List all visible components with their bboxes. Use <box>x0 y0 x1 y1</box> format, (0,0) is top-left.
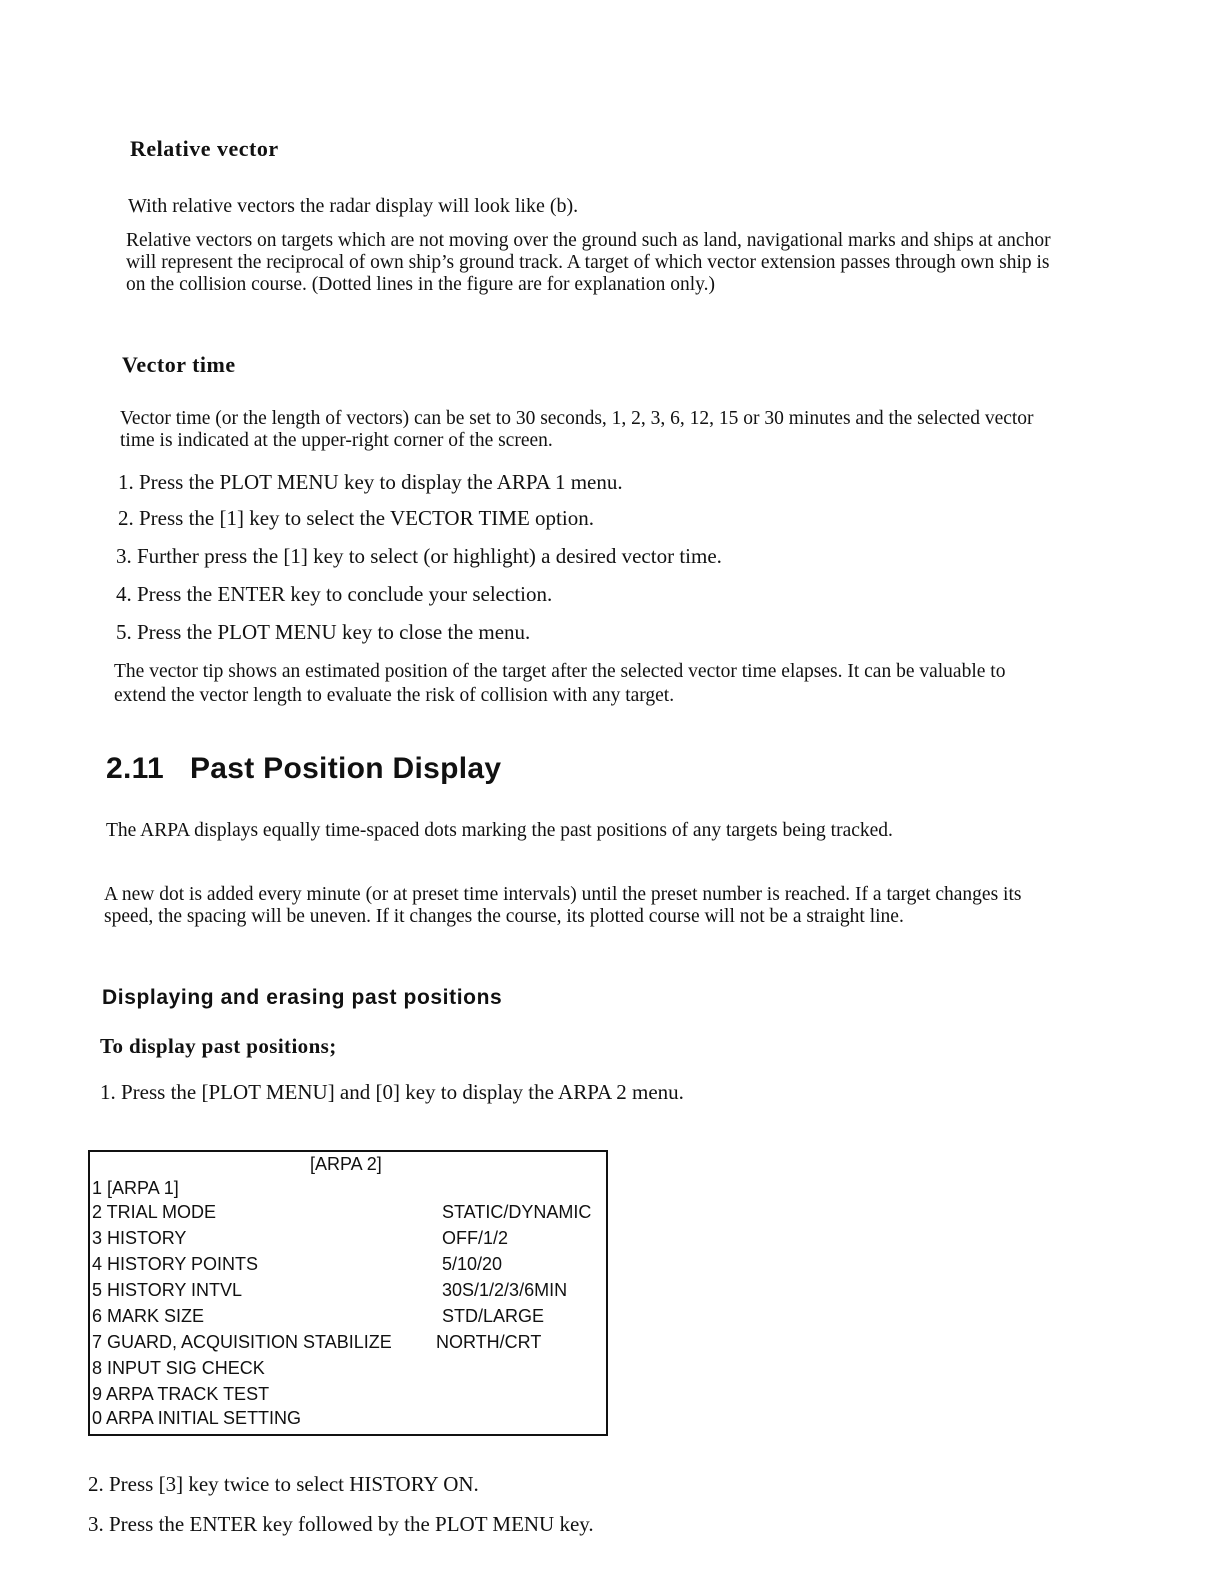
past-position-step-2: 2. Press [3] key twice to select HISTORY ON. <box>88 1472 479 1496</box>
arpa-2-menu-title: [ARPA 2] <box>310 1154 382 1174</box>
section-title <box>106 752 501 786</box>
displaying-erasing-subheading: Displaying and erasing past positions <box>102 986 503 1009</box>
relative-vector-paragraph-1: With relative vectors the radar display will look like (b). <box>128 195 579 217</box>
vector-time-paragraph-2: The vector tip shows an estimated position of the target after the selected vector time elapses. It can be valuable to extend the vector length to evaluate the risk of collision with any target. <box>114 661 1006 706</box>
vector-time-step-3: 3. Further press the [1] key to select (or highlight) a desired vector time. <box>116 544 722 568</box>
menu-row-mark-size[interactable] <box>90 1306 606 1332</box>
menu-row-trial-mode[interactable] <box>90 1202 606 1228</box>
menu-row-history-intvl[interactable] <box>90 1280 606 1306</box>
vector-time-step-2: 2. Press the [1] key to select the VECTOR TIME option. <box>118 506 594 530</box>
menu-row-arpa-initial-setting[interactable] <box>90 1408 606 1434</box>
menu-row-value: 5/10/20 <box>442 1254 503 1274</box>
section-title-text: Past Position Display <box>189 752 502 785</box>
menu-row-label: 0 ARPA INITIAL SETTING <box>92 1408 302 1428</box>
vector-time-heading: Vector time <box>122 352 236 377</box>
menu-row-arpa-track-test[interactable] <box>90 1384 606 1410</box>
menu-row-value: 30S/1/2/3/6MIN <box>442 1280 568 1300</box>
menu-row-value: OFF/1/2 <box>442 1228 509 1248</box>
menu-row-label: 5 HISTORY INTVL <box>92 1280 243 1300</box>
menu-row-label: 2 TRIAL MODE <box>92 1202 217 1222</box>
menu-row-input-sig-check[interactable] <box>90 1358 606 1384</box>
menu-row-label: 1 [ARPA 1] <box>92 1178 179 1198</box>
section-number: 2.11 <box>106 752 164 785</box>
menu-row-value: NORTH/CRT <box>436 1332 542 1352</box>
vector-time-step-1: 1. Press the PLOT MENU key to display the ARPA 1 menu. <box>118 470 623 494</box>
menu-row-label: 3 HISTORY <box>92 1228 187 1248</box>
menu-row-label: 8 INPUT SIG CHECK <box>92 1358 265 1378</box>
past-position-paragraph-2: A new dot is added every minute (or at preset time intervals) until the preset number is reached. If a target changes its speed, the spacing will be uneven. If it changes the course, its plotted course will not be a straight line. <box>104 884 1022 927</box>
past-position-step-1: 1. Press the [PLOT MENU] and [0] key to display the ARPA 2 menu. <box>100 1080 684 1104</box>
menu-row-history-points[interactable] <box>90 1254 606 1280</box>
menu-row-label: 6 MARK SIZE <box>92 1306 205 1326</box>
past-position-step-3: 3. Press the ENTER key followed by the PLOT MENU key. <box>88 1512 594 1536</box>
menu-row-history[interactable] <box>90 1228 606 1254</box>
menu-row-label: 4 HISTORY POINTS <box>92 1254 259 1274</box>
menu-row-value: STATIC/DYNAMIC <box>442 1202 592 1222</box>
relative-vector-paragraph-2: Relative vectors on targets which are not moving over the ground such as land, navigational marks and ships at anchor will represent the reciprocal of own ship’s ground track. A target of which vector extension passes through own ship is on the collision course. (Dotted lines in the figure are for explanation only.) <box>126 230 1051 295</box>
vector-time-step-4: 4. Press the ENTER key to conclude your selection. <box>116 582 553 606</box>
menu-row-arpa-1[interactable] <box>90 1178 606 1204</box>
past-position-paragraph-1: The ARPA displays equally time-spaced dots marking the past positions of any targets being tracked. <box>106 820 893 841</box>
menu-row-guard-acquisition[interactable] <box>90 1332 606 1358</box>
menu-row-value: STD/LARGE <box>442 1306 545 1326</box>
to-display-subsubheading: To display past positions; <box>100 1034 337 1058</box>
arpa-2-menu <box>88 1150 608 1436</box>
vector-time-paragraph-1: Vector time (or the length of vectors) can be set to 30 seconds, 1, 2, 3, 6, 12, 15 or 30 minutes and the selected vector time is indicated at the upper-right corner of the screen. <box>120 408 1034 451</box>
relative-vector-heading: Relative vector <box>130 136 279 161</box>
vector-time-step-5: 5. Press the PLOT MENU key to close the menu. <box>116 620 531 644</box>
menu-row-label: 9 ARPA TRACK TEST <box>92 1384 270 1404</box>
menu-row-label: 7 GUARD, ACQUISITION STABILIZE <box>92 1332 392 1352</box>
